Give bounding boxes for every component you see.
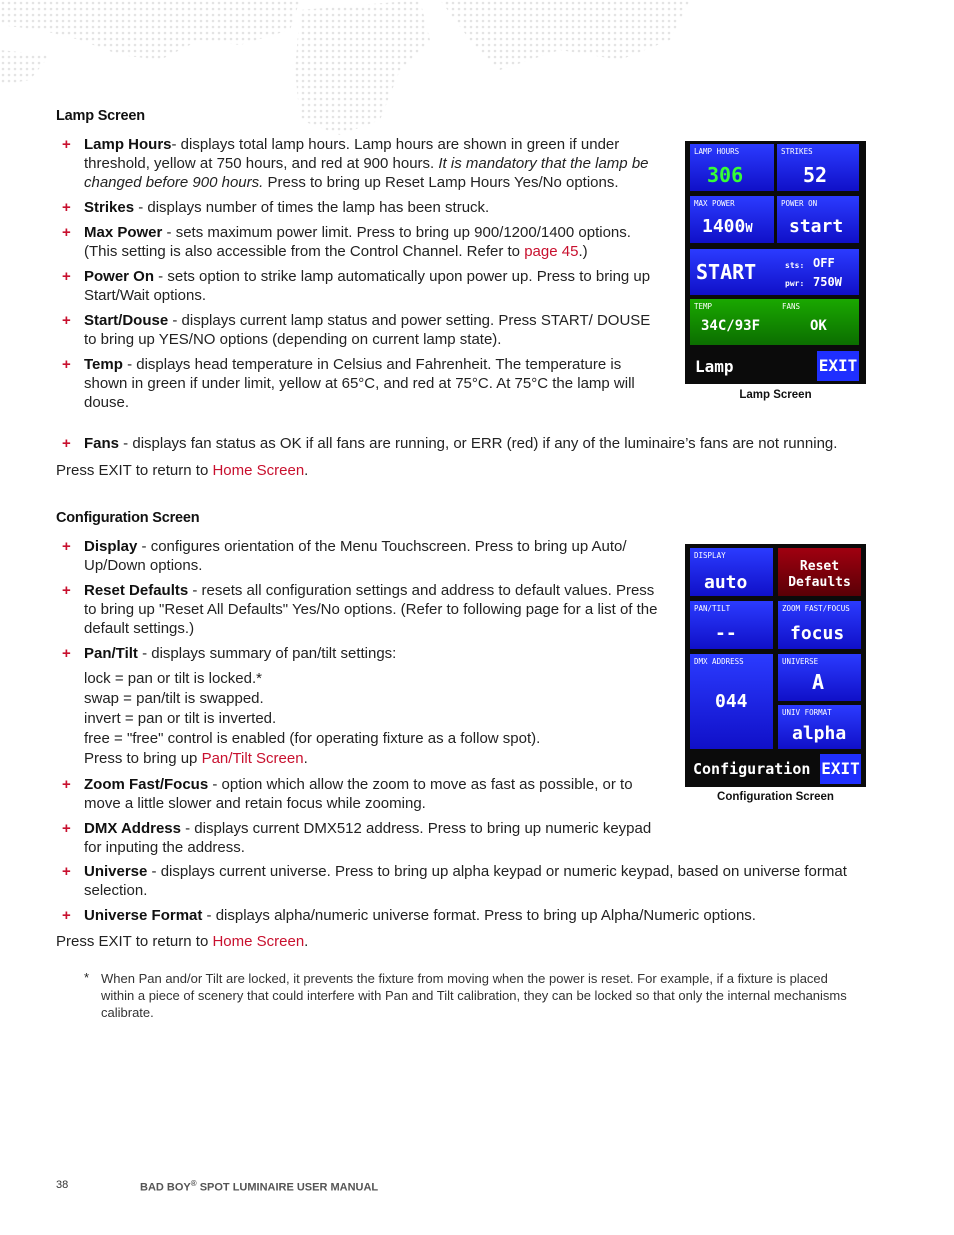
temp-fans-cell[interactable]: TEMP FANS 34C/93F OK xyxy=(690,299,859,345)
list-item: + Zoom Fast/Focus - option which allow the zoom to move as fast as possible, or to move a little slower and retain focus while zooming. xyxy=(62,776,633,812)
plus-bullet-icon: + xyxy=(62,199,71,216)
plus-bullet-icon: + xyxy=(62,136,71,153)
list-item: + Power On - sets option to strike lamp automatically upon power up. Press to bring up Start/Wait options. xyxy=(62,268,651,304)
list-item: + DMX Address - displays current DMX512 address. Press to bring up numeric keypad for inputing the address. xyxy=(62,820,652,856)
lamp-items-list-cont xyxy=(62,434,882,459)
list-item: + Display - configures orientation of the Menu Touchscreen. Press to bring up Auto/ Up/Down options. xyxy=(62,538,627,574)
plus-bullet-icon: + xyxy=(62,582,71,599)
list-item: + Universe - displays current universe. Press to bring up alpha keypad or numeric keypad, based on universe format selection. xyxy=(62,863,847,899)
footnote-marker: * xyxy=(84,970,90,985)
page-45-link[interactable]: page 45 xyxy=(524,243,579,260)
list-item: + Reset Defaults - resets all configuration settings and address to default values. Press to bring up "Reset All Defaults" Yes/No options. (Refer to following page for a list of the default settings.) xyxy=(62,582,658,637)
display-cell[interactable]: DISPLAY auto xyxy=(690,548,773,596)
list-item: + Start/Douse - displays current lamp status and power setting. Press START/ DOUSE to bring up YES/NO options (depending on current lamp state). xyxy=(62,312,651,348)
lamp-screen-caption: Lamp Screen xyxy=(739,389,812,401)
strikes-cell[interactable]: STRIKES 52 xyxy=(777,144,859,191)
config-panel-title: Configuration xyxy=(693,760,811,778)
plus-bullet-icon: + xyxy=(62,907,71,924)
lamp-exit-button[interactable]: EXIT xyxy=(817,351,859,381)
zoom-fast-focus-cell[interactable]: ZOOM FAST/FOCUS focus xyxy=(778,601,861,649)
plus-bullet-icon: + xyxy=(62,820,71,837)
list-item: + Lamp Hours- displays total lamp hours. Lamp hours are shown in green if under threshold, yellow at 750 hours, and red at 900 hours. It is mandatory that the lamp be changed before 900 hours. Press to bring up Reset Lamp Hours Yes/No options. xyxy=(62,136,649,191)
start-douse-cell[interactable]: START sts: OFF pwr: 750W xyxy=(690,249,859,295)
max-power-cell[interactable]: MAX POWER 1400W xyxy=(690,196,774,243)
universe-cell[interactable]: UNIVERSE A xyxy=(778,654,861,701)
reset-defaults-button[interactable]: Reset Defaults xyxy=(778,548,861,596)
plus-bullet-icon: + xyxy=(62,435,71,452)
manual-title: BAD BOY® SPOT LUMINAIRE USER MANUAL xyxy=(140,1179,379,1194)
lamp-items-list xyxy=(62,135,662,418)
configuration-screen-heading: Configuration Screen xyxy=(56,510,200,526)
page-number: 38 xyxy=(56,1179,69,1191)
lamp-screen-heading: Lamp Screen xyxy=(56,108,145,124)
home-screen-link[interactable]: Home Screen xyxy=(212,933,305,950)
plus-bullet-icon: + xyxy=(62,224,71,241)
pan-tilt-screen-link[interactable]: Pan/Tilt Screen xyxy=(201,750,304,767)
plus-bullet-icon: + xyxy=(62,645,71,662)
list-item: + Max Power - sets maximum power limit. Press to bring up 900/1200/1400 options. (This setting is also accessible from the Control Channel. Refer to page 45.) xyxy=(62,224,631,260)
plus-bullet-icon: + xyxy=(62,312,71,329)
configuration-screen-caption: Configuration Screen xyxy=(717,791,834,803)
footnote-text: When Pan and/or Tilt are locked, it prevents the fixture from moving when the power is reset. For example, if a fixture is placed within a piece of scenery that could interfere with Pan and Tilt calibration, they can be locked so that only the internal mechanisms calibrate. xyxy=(101,971,847,1020)
lamp-hours-cell[interactable]: LAMP HOURS 306 xyxy=(690,144,774,191)
plus-bullet-icon: + xyxy=(62,538,71,555)
home-screen-link[interactable]: Home Screen xyxy=(212,462,305,479)
config-exit-note: Press EXIT to return to Home Screen. xyxy=(56,933,309,950)
list-item: + Strikes - displays number of times the lamp has been struck. xyxy=(62,199,490,216)
list-item: + Pan/Tilt - displays summary of pan/tilt settings: lock = pan or tilt is locked.* swap = pan/tilt is swapped. invert = pan or tilt is inverted. free = "free" control is enabled (for operating fixture as a follow spot). Press to bring up Pan/Tilt Screen. xyxy=(62,645,541,767)
config-exit-button[interactable]: EXIT xyxy=(820,754,861,784)
config-items-list-cont xyxy=(62,862,852,931)
universe-format-cell[interactable]: UNIV FORMAT alpha xyxy=(778,705,861,749)
list-item: + Temp - displays head temperature in Celsius and Fahrenheit. The temperature is shown in green if under limit, yellow at 65°C, and red at 75°C. At 75°C the lamp will douse. xyxy=(62,356,635,411)
lamp-screen-panel xyxy=(685,141,866,384)
plus-bullet-icon: + xyxy=(62,268,71,285)
lamp-exit-note: Press EXIT to return to Home Screen. xyxy=(56,462,309,479)
dmx-address-cell[interactable]: DMX ADDRESS 044 xyxy=(690,654,773,749)
plus-bullet-icon: + xyxy=(62,776,71,793)
plus-bullet-icon: + xyxy=(62,863,71,880)
list-item: + Universe Format - displays alpha/numeric universe format. Press to bring up Alpha/Numeric options. xyxy=(62,907,756,924)
configuration-screen-panel xyxy=(685,544,866,787)
list-item: + Fans - displays fan status as OK if all fans are running, or ERR (red) if any of the luminaire’s fans are not running. xyxy=(62,435,838,452)
pan-tilt-cell[interactable]: PAN/TILT -- xyxy=(690,601,773,649)
lamp-panel-title: Lamp xyxy=(695,357,734,376)
config-items-list xyxy=(62,537,662,863)
plus-bullet-icon: + xyxy=(62,356,71,373)
power-on-cell[interactable]: POWER ON start xyxy=(777,196,859,243)
